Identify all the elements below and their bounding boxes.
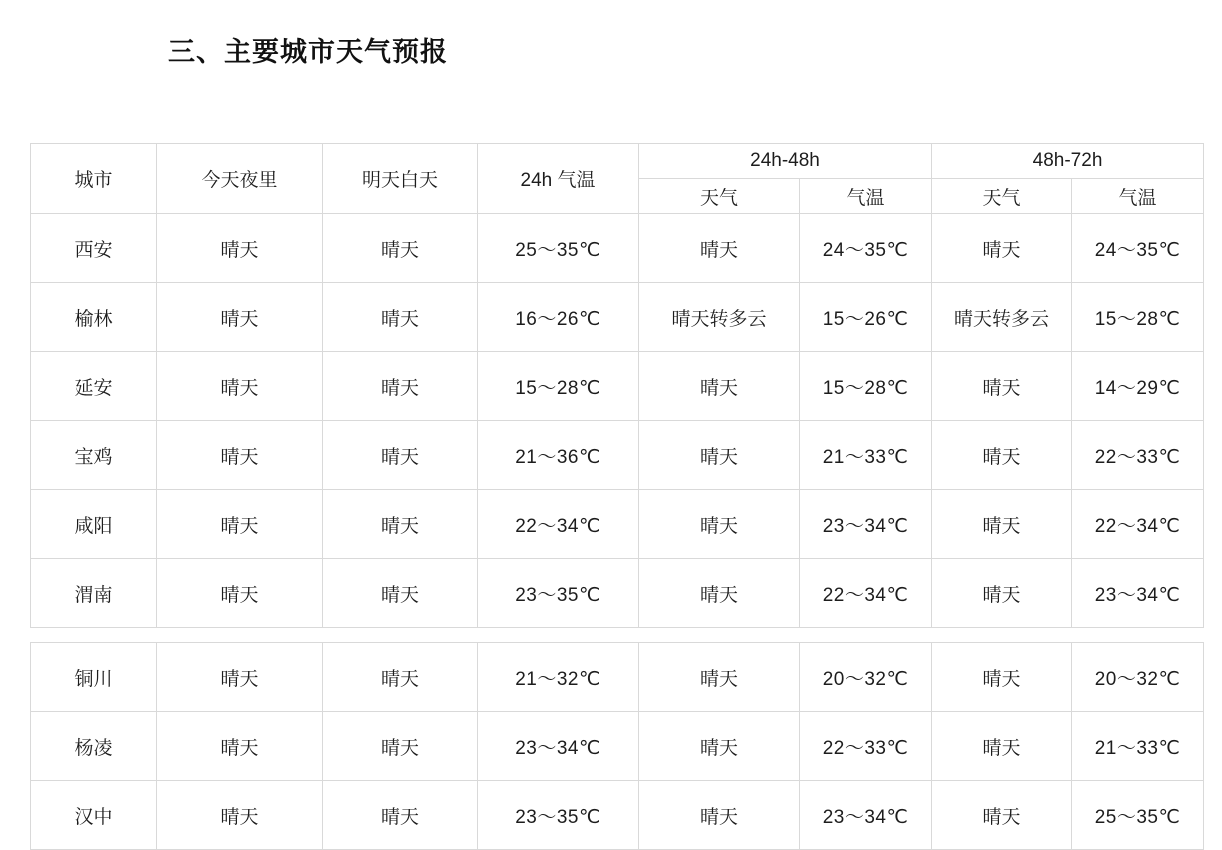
cell-temp-48: 23～34℃	[800, 781, 932, 850]
cell-city: 西安	[31, 214, 157, 283]
cell-city: 汉中	[31, 781, 157, 850]
cell-tomorrow: 晴天	[323, 421, 478, 490]
header-group-24-48: 24h-48h	[639, 144, 932, 179]
header-weather-72: 天气	[932, 179, 1072, 214]
cell-temp-24h: 16～26℃	[478, 283, 639, 352]
cell-temp-48: 20～32℃	[800, 643, 932, 712]
cell-temp-24h: 23～35℃	[478, 559, 639, 628]
cell-weather-48: 晴天	[639, 421, 800, 490]
cell-temp-48: 21～33℃	[800, 421, 932, 490]
cell-city: 渭南	[31, 559, 157, 628]
page-title: 三、主要城市天气预报	[168, 37, 448, 67]
cell-temp-48: 15～28℃	[800, 352, 932, 421]
header-city: 城市	[31, 144, 157, 214]
cell-weather-72: 晴天	[932, 643, 1072, 712]
table-group-separator	[30, 628, 1193, 642]
cell-weather-72: 晴天	[932, 559, 1072, 628]
table-header-row-1	[31, 144, 1204, 179]
cell-city: 铜川	[31, 643, 157, 712]
cell-tonight: 晴天	[157, 559, 323, 628]
cell-city: 延安	[31, 352, 157, 421]
header-tonight: 今天夜里	[157, 144, 323, 214]
cell-temp-48: 24～35℃	[800, 214, 932, 283]
header-temp-24h: 24h 气温	[478, 144, 639, 214]
cell-tonight: 晴天	[157, 352, 323, 421]
cell-temp-72: 25～35℃	[1072, 781, 1204, 850]
table-body-group-1	[31, 214, 1204, 628]
cell-temp-72: 22～34℃	[1072, 490, 1204, 559]
cell-tonight: 晴天	[157, 643, 323, 712]
cell-tonight: 晴天	[157, 490, 323, 559]
table-header	[31, 144, 1204, 214]
cell-temp-72: 24～35℃	[1072, 214, 1204, 283]
header-temperature-48: 气温	[800, 179, 932, 214]
cell-tonight: 晴天	[157, 283, 323, 352]
cell-tomorrow: 晴天	[323, 283, 478, 352]
header-temperature-72: 气温	[1072, 179, 1204, 214]
cell-weather-72: 晴天	[932, 712, 1072, 781]
table-row	[31, 214, 1204, 283]
cell-weather-48: 晴天	[639, 712, 800, 781]
cell-weather-48: 晴天	[639, 781, 800, 850]
cell-tomorrow: 晴天	[323, 781, 478, 850]
cell-temp-72: 14～29℃	[1072, 352, 1204, 421]
cell-temp-48: 22～34℃	[800, 559, 932, 628]
weather-forecast-table-continued	[30, 642, 1204, 850]
table-row	[31, 352, 1204, 421]
cell-tomorrow: 晴天	[323, 214, 478, 283]
cell-weather-48: 晴天	[639, 559, 800, 628]
cell-temp-24h: 15～28℃	[478, 352, 639, 421]
table-row	[31, 712, 1204, 781]
cell-temp-24h: 23～35℃	[478, 781, 639, 850]
cell-temp-24h: 23～34℃	[478, 712, 639, 781]
cell-tonight: 晴天	[157, 421, 323, 490]
header-tomorrow-daytime: 明天白天	[323, 144, 478, 214]
cell-weather-72: 晴天	[932, 214, 1072, 283]
table-row	[31, 490, 1204, 559]
cell-weather-48: 晴天转多云	[639, 283, 800, 352]
cell-temp-24h: 21～32℃	[478, 643, 639, 712]
cell-weather-48: 晴天	[639, 214, 800, 283]
cell-temp-72: 20～32℃	[1072, 643, 1204, 712]
table-body-group-2	[31, 643, 1204, 850]
cell-temp-24h: 21～36℃	[478, 421, 639, 490]
header-group-48-72: 48h-72h	[932, 144, 1204, 179]
table-row	[31, 643, 1204, 712]
cell-weather-48: 晴天	[639, 352, 800, 421]
cell-tomorrow: 晴天	[323, 559, 478, 628]
cell-temp-72: 21～33℃	[1072, 712, 1204, 781]
cell-city: 宝鸡	[31, 421, 157, 490]
cell-tomorrow: 晴天	[323, 352, 478, 421]
cell-tomorrow: 晴天	[323, 712, 478, 781]
weather-forecast-table-container	[30, 143, 1193, 850]
cell-tonight: 晴天	[157, 712, 323, 781]
cell-temp-72: 22～33℃	[1072, 421, 1204, 490]
cell-city: 杨凌	[31, 712, 157, 781]
table-row	[31, 781, 1204, 850]
header-weather-48: 天气	[639, 179, 800, 214]
cell-weather-72: 晴天	[932, 421, 1072, 490]
cell-temp-48: 15～26℃	[800, 283, 932, 352]
cell-weather-72: 晴天	[932, 781, 1072, 850]
cell-temp-72: 15～28℃	[1072, 283, 1204, 352]
table-row	[31, 283, 1204, 352]
cell-weather-48: 晴天	[639, 490, 800, 559]
cell-temp-24h: 25～35℃	[478, 214, 639, 283]
cell-temp-24h: 22～34℃	[478, 490, 639, 559]
cell-tomorrow: 晴天	[323, 643, 478, 712]
table-row	[31, 559, 1204, 628]
cell-city: 榆林	[31, 283, 157, 352]
cell-tomorrow: 晴天	[323, 490, 478, 559]
cell-temp-48: 23～34℃	[800, 490, 932, 559]
cell-weather-72: 晴天转多云	[932, 283, 1072, 352]
cell-temp-72: 23～34℃	[1072, 559, 1204, 628]
cell-weather-72: 晴天	[932, 490, 1072, 559]
cell-weather-48: 晴天	[639, 643, 800, 712]
cell-tonight: 晴天	[157, 781, 323, 850]
cell-weather-72: 晴天	[932, 352, 1072, 421]
weather-forecast-table	[30, 143, 1204, 628]
cell-tonight: 晴天	[157, 214, 323, 283]
table-row	[31, 421, 1204, 490]
cell-city: 咸阳	[31, 490, 157, 559]
cell-temp-48: 22～33℃	[800, 712, 932, 781]
